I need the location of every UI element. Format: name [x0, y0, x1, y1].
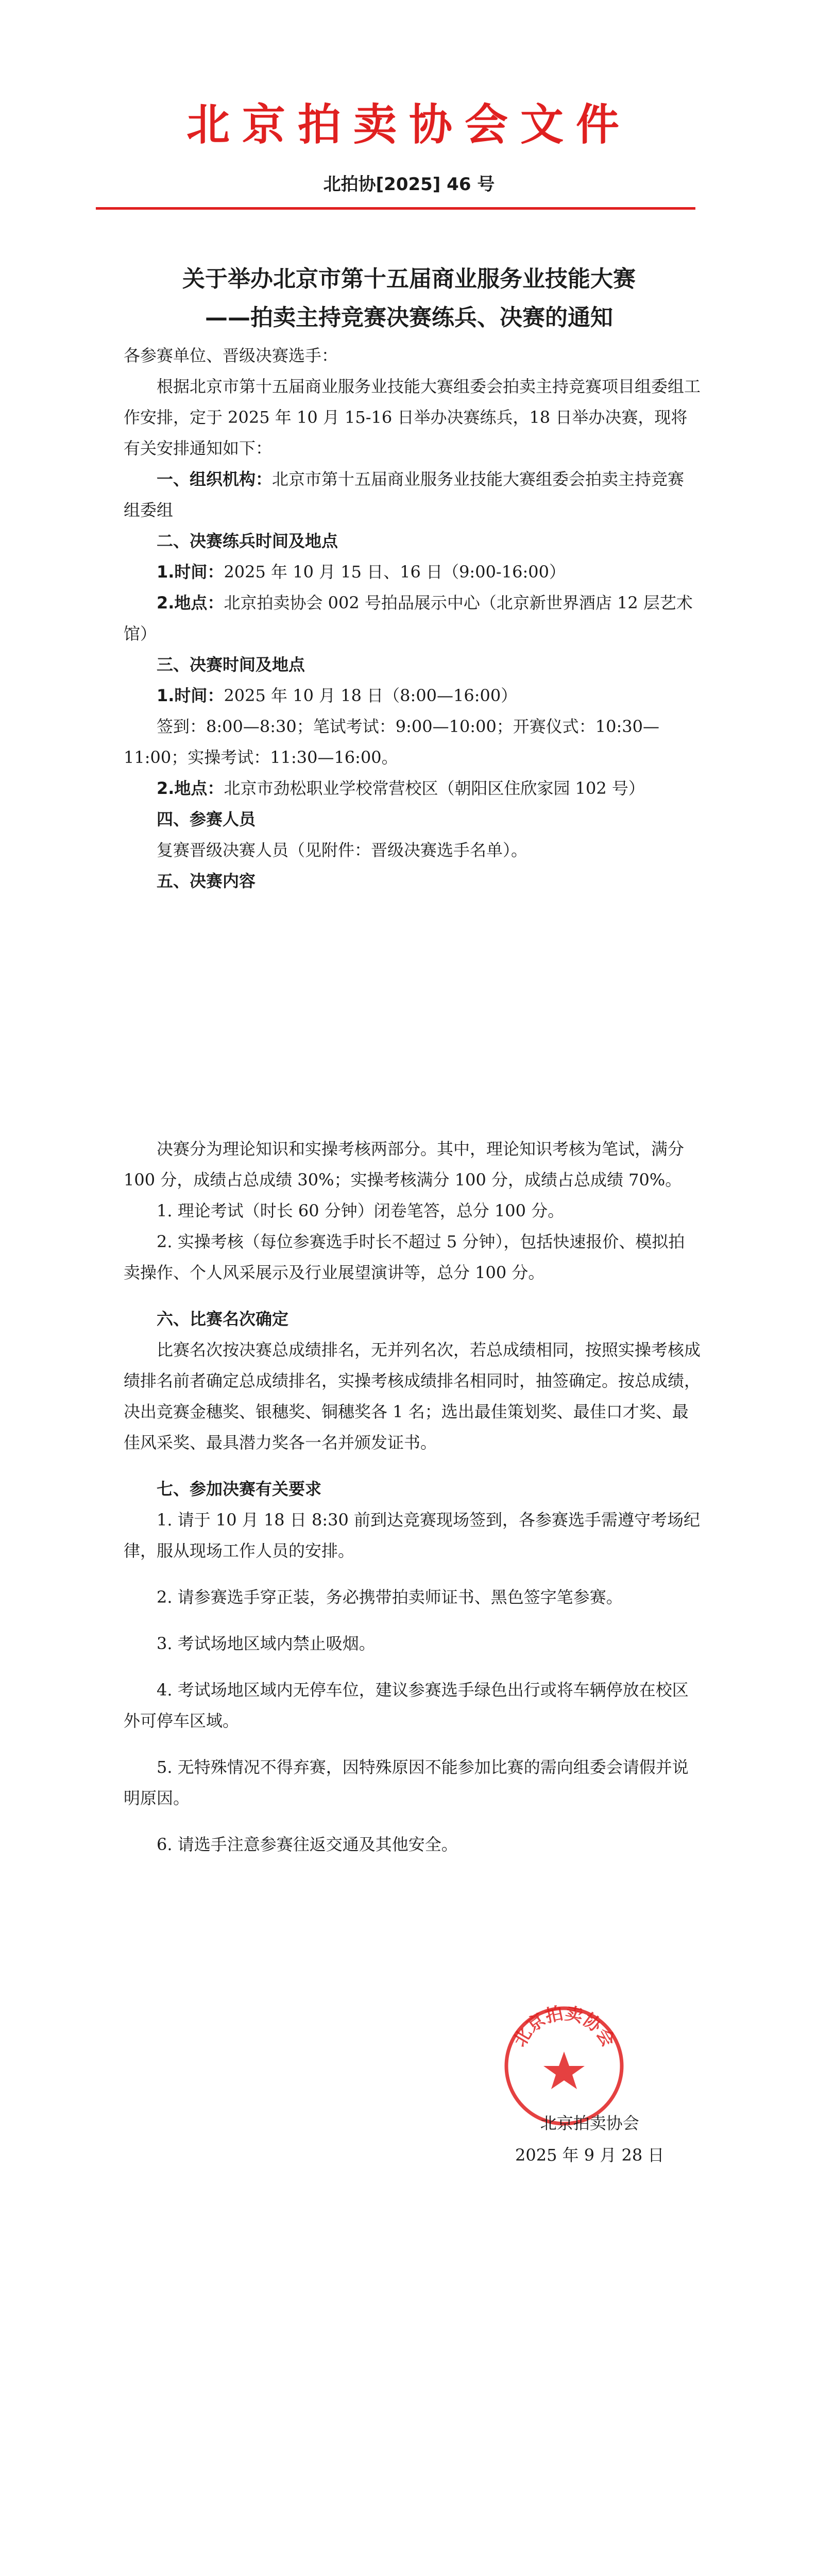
signature-block — [515, 2107, 664, 2171]
section-1-heading: 一、组织机构： — [157, 469, 272, 489]
section-4-heading: 四、参赛人员 — [157, 809, 256, 829]
section-3-heading: 三、决赛时间及地点 — [157, 655, 305, 674]
section-5-paragraph-2: 1. 理论考试（时长 60 分钟）闭卷笔答，总分 100 分。 — [157, 1201, 565, 1221]
section-3-place-label: 2.地点： — [157, 778, 224, 798]
section-2-time — [124, 556, 701, 587]
header-red-rule — [96, 207, 695, 210]
section-4-text: 复赛晋级决赛人员（见附件：晋级决赛选手名单）。 — [157, 840, 528, 860]
section-7-item: 1. 请于 10 月 18 日 8:30 前到达竞赛现场签到，各参赛选手需遵守考场纪律，服从现场工作人员的安排。 — [124, 1510, 701, 1561]
salutation: 各参赛单位、晋级决赛选手： — [124, 346, 338, 365]
section-3-schedule: 签到：8:00—8:30；笔试考试：9:00—10:00；开赛仪式：10:30—11:00；实操考试：11:30—16:00。 — [124, 717, 660, 767]
notice-title-line2: ——拍卖主持竞赛决赛练兵、决赛的通知 — [205, 304, 613, 331]
section-2-heading: 二、决赛练兵时间及地点 — [157, 531, 338, 551]
section-3-time — [124, 680, 701, 711]
section-7-item: 2. 请参赛选手穿正装，务必携带拍卖师证书、黑色签字笔参赛。 — [157, 1587, 623, 1607]
org-document-title: 北京拍卖协会文件 — [186, 99, 632, 150]
section-5-heading: 五、决赛内容 — [157, 871, 256, 891]
section-1-text: 北京市第十五届商业服务业技能大赛组委会拍卖主持竞赛组委组 — [124, 469, 685, 520]
section-2-time-text: 2025 年 10 月 15 日、16 日（9:00-16:00） — [224, 562, 566, 582]
section-3-time-text: 2025 年 10 月 18 日（8:00—16:00） — [224, 686, 518, 705]
section-3-time-label: 1.时间： — [157, 686, 224, 705]
notice-body — [124, 340, 701, 1860]
intro-paragraph: 根据北京市第十五届商业服务业技能大赛组委会拍卖主持竞赛项目组委组工作安排，定于 2025 年 10 月 15-16 日举办决赛练兵，18 日举办决赛，现将有关安排通知如下： — [124, 377, 701, 458]
blank-space — [124, 896, 701, 1133]
section-7-heading: 七、参加决赛有关要求 — [157, 1479, 322, 1499]
section-5-paragraph-1: 决赛分为理论知识和实操考核两部分。其中，理论知识考核为笔试，满分 100 分，成绩占总成绩 30%；实操考核满分 100 分，成绩占总成绩 70%。 — [124, 1139, 685, 1190]
section-2-place-text: 北京拍卖协会 002 号拍品展示中心（北京新世界酒店 12 层艺术馆） — [124, 593, 693, 643]
section-7-item: 3. 考试场地区域内禁止吸烟。 — [157, 1634, 376, 1653]
section-2-time-label: 1.时间： — [157, 562, 224, 582]
seal-text: 北京拍卖协会 — [509, 2004, 619, 2050]
section-1 — [124, 464, 701, 526]
section-2-place — [124, 587, 701, 649]
signature-date: 2025 年 9 月 28 日 — [515, 2145, 664, 2165]
section-7-item: 4. 考试场地区域内无停车位，建议参赛选手绿色出行或将车辆停放在校区外可停车区域。 — [124, 1680, 689, 1731]
document-number: 北拍协[2025] 46 号 — [323, 174, 495, 195]
section-3-place — [124, 773, 701, 804]
section-6-text: 比赛名次按决赛总成绩排名，无并列名次，若总成绩相同，按照实操考核成绩排名前者确定总成绩排名，实操考核成绩排名相同时，抽签确定。按总成绩，决出竞赛金穗奖、银穗奖、铜穗奖各 1 名；选出最佳策划奖、最佳口才奖、最佳风采奖、最具潜力奖各一名并颁发证书。 — [124, 1340, 701, 1452]
notice-title-line1: 关于举办北京市第十五届商业服务业技能大赛 — [182, 266, 636, 292]
section-5-paragraph-3: 2. 实操考核（每位参赛选手时长不超过 5 分钟），包括快速报价、模拟拍卖操作、个人风采展示及行业展望演讲等，总分 100 分。 — [124, 1232, 685, 1282]
svg-text:北京拍卖协会 — [509, 2004, 619, 2050]
section-2-place-label: 2.地点： — [157, 593, 224, 613]
section-6-heading: 六、比赛名次确定 — [157, 1309, 289, 1329]
section-3-place-text: 北京市劲松职业学校常营校区（朝阳区住欣家园 102 号） — [224, 778, 645, 798]
signature-org: 北京拍卖协会 — [540, 2113, 639, 2133]
section-7-item: 6. 请选手注意参赛往返交通及其他安全。 — [157, 1835, 458, 1854]
section-7-item: 5. 无特殊情况不得弃赛，因特殊原因不能参加比赛的需向组委会请假并说明原因。 — [124, 1757, 689, 1808]
